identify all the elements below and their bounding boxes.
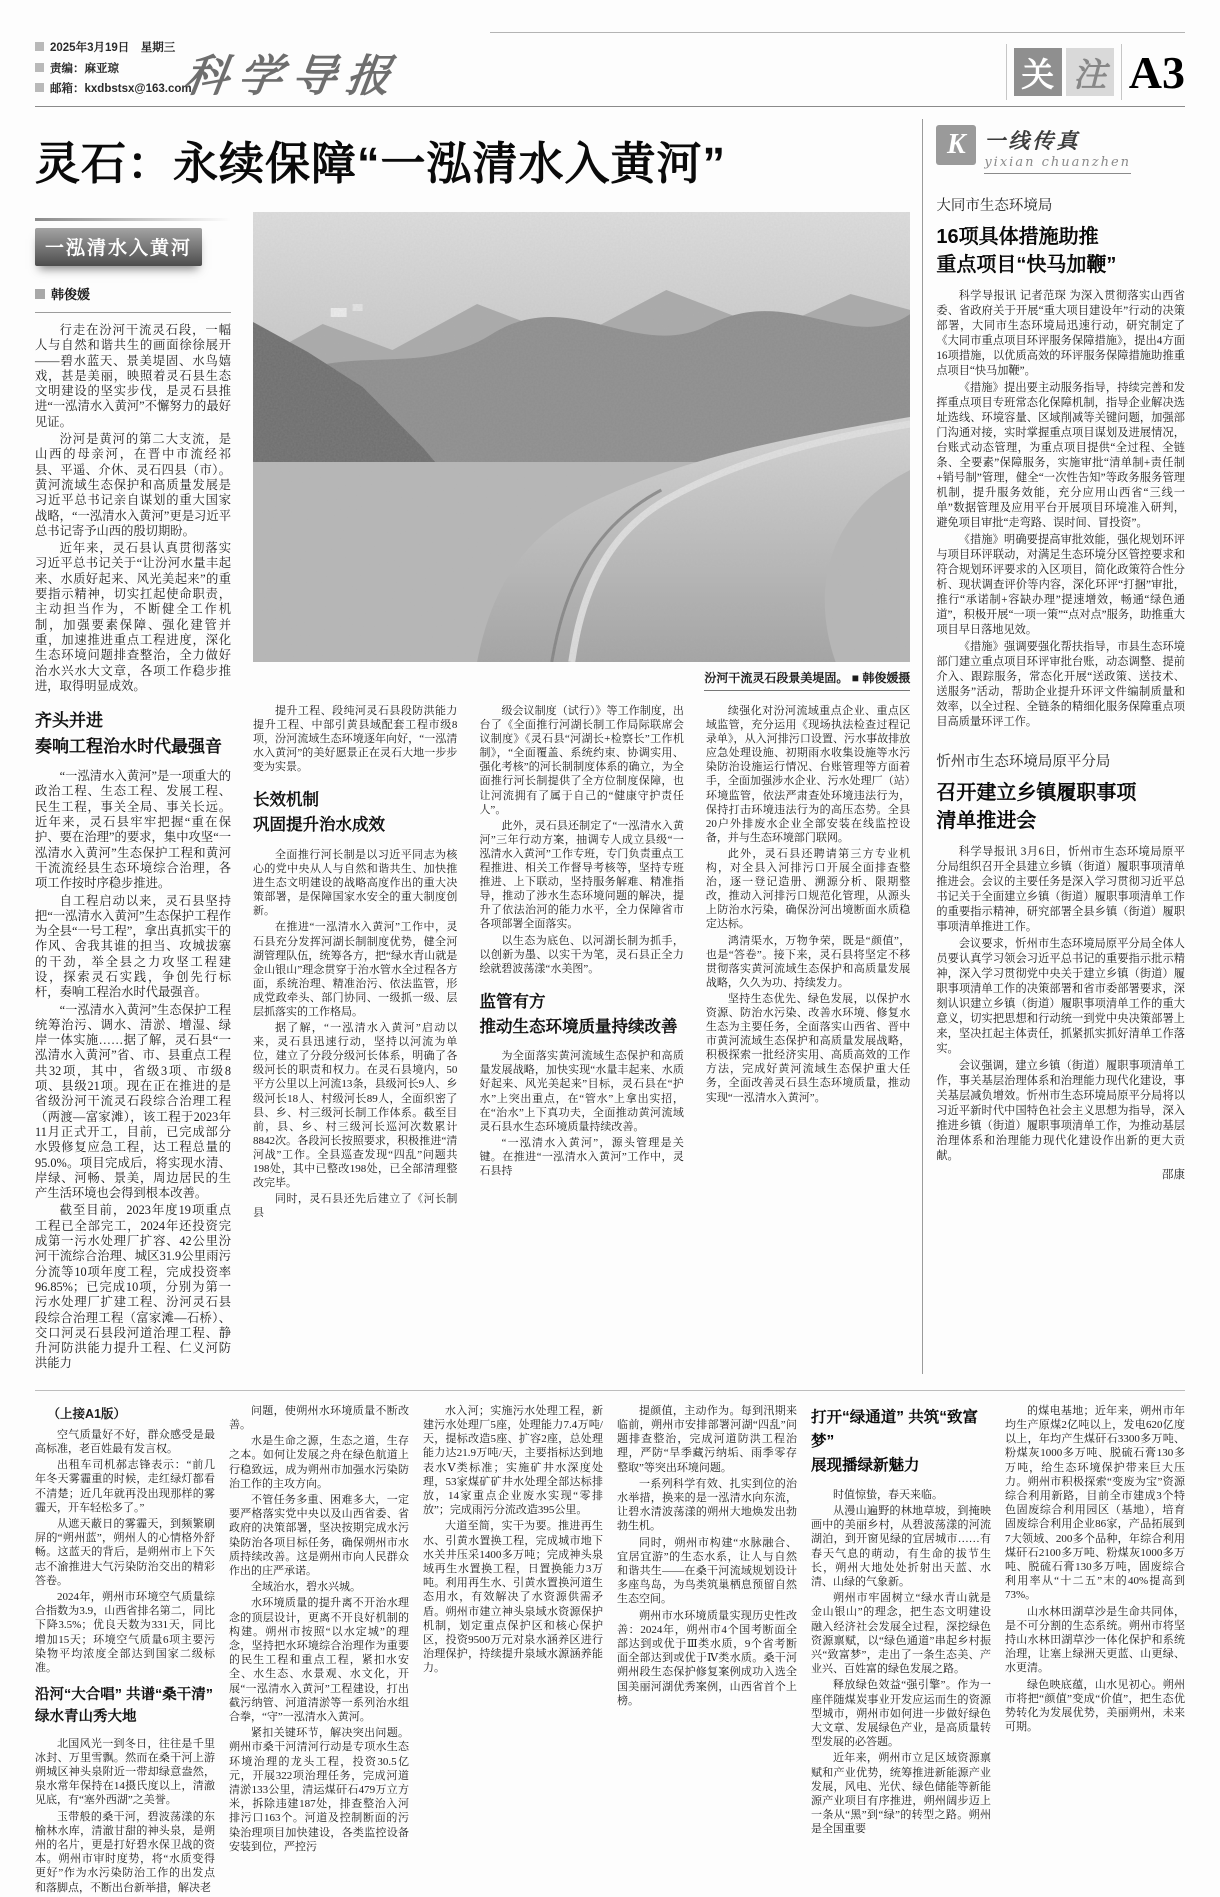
bottom-column-2 — [229, 1404, 409, 1897]
sidebar-brand — [936, 125, 1185, 174]
photo-caption — [253, 669, 910, 691]
paragraph: 全面推行河长制是以习近平同志为核心的党中央从人与自然和谐共生、加快推进生态文明建设的战略高度作出的重大决策部署，是保障国家水安全的重大制度创新。 — [253, 848, 458, 918]
email-text: 邮箱：kxdbstsx@163.com — [50, 83, 192, 96]
intro-paragraphs — [35, 323, 231, 1372]
article-headline: 16项具体措施助推 重点项目“快马加鞭” — [936, 226, 1117, 276]
series-badge: 一泓清水入黄河 — [35, 228, 202, 266]
paragraph: 山水林田湖草沙是生命共同体，是不可分割的生态系统。朔州市将坚持山水林田湖草沙一体化保护和系统治理，让塞上绿洲天更蓝、山更绿、水更清。 — [1005, 1605, 1185, 1675]
paragraph: 鸿清渠水，万物争荣，既是“颜值”，也是“答卷”。接下来，灵石县将坚定不移贯彻落实黄河流域生态保护和高质量发展战略，久久为功、持续发力。 — [705, 934, 911, 989]
paragraph: 同时，灵石县还先后建立了《河长制县 — [253, 1193, 458, 1220]
paragraph: 科学导报讯 3月6日，忻州市生态环境局原平分局组织召开全县建立乡镇（街道）履职事项清单推进会。会议的主要任务是深入学习贯彻习近平总书记关于全面建立乡镇（街道）履职事项清单工作的重要指示精神，研究部署全县乡镇（街道）履职事项清单推进工作。 — [936, 846, 1185, 933]
paragraph: 在推进“一泓清水入黄河”工作中，灵石县充分发挥河湖长制制度优势，健全河湖管理队伍，统筹各方，把“绿水青山就是金山银山”理念贯穿于治水管水全过程各方面，系统治理、精准治污、依法监管，形成党政牵头、部门协同、一级抓一级、层层抓落实的工作格局。 — [253, 921, 458, 1018]
article-kicker: 大同市生态环境局 — [936, 198, 1053, 214]
article-body — [936, 289, 1185, 730]
paragraph: 据了解，“一泓清水入黄河”启动以来，灵石县迅速行动，坚持以河流为单位，建立了分段分级河长体系，明确了各级河长的职责和权力。在灵石县境内，50平方公里以上河流13条，县级河长9人、乡级河长18人、村级河长89人，全面织密了县、乡、村三级河长制工作体系。截至目前，县、乡、村三级河长巡河次数累计8842次。各段河长按照要求，积极推进“清河战”工作。全县巡查发现“四乱”问题共198处，其中已整改198处，已全部清理整改完毕。 — [253, 1022, 458, 1190]
bullet-square-icon — [35, 63, 44, 72]
bottom-column-4 — [617, 1404, 797, 1897]
paragraph: 北国风光一到冬日，往往是千里冰封、万里雪飘。然而在桑干河上游朔城区神头泉附近一带却绿意盎然，泉水常年保持在14摄氏度以上，清澈见底，有“塞外西湖”之美誉。 — [35, 1737, 215, 1807]
photo-and-columns — [253, 212, 910, 1374]
paragraph: 近年来，灵石县认真贯彻落实习近平总书记关于“让汾河水量丰起来、水质好起来、风光美起来”的重要指示精神，切实扛起使命职责，主动担当作为，不断健全工作机制，加强要素保障、强化建管并重，加速推进重点工程进度，深化生态环境问题排查整治，全力做好治水兴水大文章，各项工作稳步推进，取得明显成效。 — [35, 541, 231, 693]
date-line — [35, 38, 192, 59]
paragraph: 从漫山遍野的林地草坡，到掩映画中的美丽乡村，从碧波荡漾的河流湖泊，到开窗见绿的宜居城市……有春天气息的萌动，有生命的拔节生长，朔州大地处处折射出天蓝、水清、山绿的气象新。 — [811, 1504, 991, 1588]
paragraph: 会议要求，忻州市生态环境局原平分局全体人员要认真学习领会习近平总书记的重要指示批示精神，深入学习贯彻党中央关于建立乡镇（街道）履职事项清单工作的决策部署和省市委部署要求，深刻认识建立乡镇（街道）履职事项清单工作的重大意义，切实把思想和行动统一到党中央决策部署上来，坚决扛起主体责任，抓紧抓实抓好清单工作落实。 — [936, 938, 1185, 1055]
divider — [1006, 44, 1007, 100]
byline — [35, 284, 231, 313]
email-line — [35, 79, 192, 100]
byline-author: 韩俊媛 — [51, 287, 91, 302]
bullet-square-icon — [35, 83, 44, 92]
paragraph: “一泓清水入黄河”，源头管理是关键。在推进“一泓清水入黄河”工作中，灵石县持 — [479, 1136, 684, 1178]
paragraph: 全域治水，碧水兴城。 — [251, 1581, 361, 1594]
paragraph: 自工程启动以来，灵石县坚持把“一泓清水入黄河”生态保护工程作为全县“一号工程”，拿出真抓实干的作风、舍我其谁的担当、攻城拔寨的干劲，举全县之力攻坚工程建设，探索灵石实践，争创先行标杆，奏响工程治水时代最强音。 — [35, 893, 231, 1000]
paragraph: 此外，灵石县还聘请第三方专业机构，对全县入河排污口开展全面排查整治，逐一登记造册、溯源分析、限期整改，推动入河排污口规范化管理，从源头上防治水污染，确保汾河出境断面水质稳定达标。 — [705, 847, 911, 931]
main-article — [35, 119, 910, 1374]
paragraph: 为全面落实黄河流域生态保护和高质量发展战略，加快实现“水量丰起来、水质好起来、风光美起来”目标，灵石县在“护水”上突出重点，在“管水”上拿出实招，在“治水”上下真功夫，全面推动黄河流域灵石县水生态环境质量持续改善。 — [479, 1050, 684, 1133]
brand-k-logo-icon: K — [936, 125, 976, 165]
sidebar-article-datong — [936, 194, 1185, 730]
bullet-square-icon — [35, 289, 45, 299]
paragraph: 《措施》强调要强化帮扶指导，市县生态环境部门建立重点项目环评审批台账，动态调整、提前介入、跟踪服务，常态化开展“送政策、送技术、送服务”活动，帮助企业提升环评文件编制质量和效率，以全过程、全链条的精细化服务保障重点项目高质量环评工作。 — [936, 641, 1185, 728]
paragraph: 不管任务多重、困难多大，一定要严格落实党中央以及山西省委、省政府的决策部署，坚决按期完成水污染防治各项目标任务，确保朔州市水质持续改善。这是朔州市向人民群众作出的庄严承诺。 — [229, 1493, 409, 1577]
continued-article-section — [35, 1390, 1185, 1897]
col-headline: 打开“绿通道” 共筑“致富梦” 展现播绿新魅力 — [811, 1408, 979, 1474]
paragraph: 提升工程、段纯河灵石县段防洪能力提升工程、中部引黄县域配套工程市级8项，汾河流域生态环境逐年向好，“一泓清水入黄河”的美好愿景正在灵石大地一步步变为实景。 — [253, 705, 458, 774]
page-header — [35, 26, 1185, 107]
paragraph: 出租车司机郝志锋表示：“前几年冬天雾霾重的时候，走红绿灯都看不清楚；近几年就再没出现那样的雾霾天，开车轻松多了。” — [35, 1459, 215, 1514]
paragraph: 水是生命之源，生态之道，生存之本。如何让发展之舟在绿色航道上行稳致远，成为朔州市加强水污染防治工作的主攻方向。 — [229, 1435, 409, 1490]
paragraph: 汾河是黄河的第二大支流，是山西的母亲河，在晋中市流经祁县、平遥、介休、灵石四县（市）。黄河流域生态保护和高质量发展是习近平总书记亲自谋划的重大国家战略，“一泓清水入黄河”更是习近平总书记寄予山西的殷切期盼。 — [35, 432, 231, 538]
paragraph: 紧扣关键环节，解决突出问题。朔州市桑干河清河行动是专项水生态环境治理的龙头工程，投资30.5亿元，开展322项治理任务，完成河道清淤133公里，清运煤矸石479万立方米，拆除违建187处，排查整治入河排污口163个。河道及控制断面的污染治理项目加快建设，各类监控设备安装到位，严控污 — [229, 1727, 409, 1853]
bottom-column-6 — [1005, 1404, 1185, 1897]
editor-line — [35, 59, 192, 80]
brand-pinyin: yixian chuanzhen — [984, 155, 1132, 170]
paragraph: 从遮天蔽日的雾霾天，到频繁刷屏的“朔州蓝”，朔州人的心情格外舒畅。这蓝天的背后，是朔州市上下矢志不渝推进大气污染防治交出的精彩答卷。 — [35, 1517, 215, 1587]
bottom-column-3 — [423, 1404, 603, 1897]
paragraph: “一泓清水入黄河”是一项重大的政治工程、生态工程、发展工程、民生工程，事关全局、事关长远。近年来，灵石县牢牢把握“重在保护、要在治理”的要求，集中攻坚“一泓清水入黄河”生态保护工程和黄河干流流经县生态环境综合治理，各项工作按时序稳步推进。 — [35, 769, 231, 891]
date-text: 2025年3月19日 星期三 — [50, 41, 176, 54]
paragraph: 空气质量好不好，群众感受是最高标准，老百姓最有发言权。 — [35, 1428, 215, 1455]
brand-title: 一线传真 — [984, 128, 1081, 153]
paragraph: 一系列科学有效、扎实到位的治水举措，换来的是一泓清水向东流，让碧水清波荡漾的朔州大地焕发出勃勃生机。 — [617, 1477, 797, 1533]
photo-credit: ■ 韩俊媛摄 — [851, 671, 911, 685]
content-row — [35, 119, 1185, 1374]
paragraph: 同时，朔州市构建“水脉融合、宜居宜游”的生态水系，让人与自然和谐共生——在桑干河流域规划设计多座鸟岛，为鸟类筑巢栖息预留自然生态空间。 — [617, 1536, 797, 1606]
divider — [1121, 44, 1122, 100]
bullet-square-icon — [35, 42, 44, 51]
section-char-block: 注 — [1066, 48, 1114, 96]
paragraph: 玉带般的桑干河，碧波荡漾的东榆林水库，清澈甘甜的神头泉，是朔州的名片，更是打好碧水保卫战的资本。朔州市审时度势，将“水质变得更好”作为水污染防治工作的出发点和落脚点，不断出台新举措，解决老 — [35, 1810, 215, 1894]
subhead: 齐头并进 奏响工程治水时代最强音 — [35, 711, 222, 756]
article-columns — [253, 704, 910, 1222]
paragraph: 的煤电基地；近年来，朔州市年均生产原煤2亿吨以上，发电620亿度以上，年均产生煤矸石3300多万吨、粉煤灰1000多万吨、脱硫石膏130多万吨，给生态环境保护带来巨大压力。朔州市积极探索“变废为宝”资源综合利用新路，目前全市建成3个特色固废综合利用园区（基地），培育固废综合利用企业86家，产品拓展到7大领域、200多个品种，年综合利用煤矸石2100多万吨、粉煤灰1000多万吨、脱硫石膏130多万吨，固废综合利用率从“十二五”末的40%提高到73%。 — [1005, 1404, 1185, 1602]
section-tag — [999, 44, 1185, 100]
paragraph: 科学导报讯 记者范琛 为深入贯彻落实山西省委、省政府关于开展“重大项目建设年”行动的决策部署，大同市生态环境局迅速行动，研究制定了《大同市重点项目环评服务保障措施》，提出4方面16项措施，以优质高效的环评服务保障措施助推重点项目“快马加鞭”。 — [936, 290, 1185, 377]
river-landscape-photo — [253, 212, 910, 662]
paragraph: 以生态为底色、以河湖长制为抓手，以创新为墨、以实干为笔，灵石县正全力绘就碧波荡漾“水美图”。 — [479, 934, 684, 975]
paragraph: 绿色映底蕴，山水见初心。朔州市将把“颜值”变成“价值”，把生态优势转化为发展优势，美丽朔州，未来可期。 — [1005, 1678, 1185, 1734]
article-body — [936, 845, 1185, 1182]
paragraph: 提颜值，主动作为。每到汛期来临前，朔州市安排部署河湖“四乱”问题排查整治，完成河道防洪工程治理，严防“旱季藏污纳垢、雨季零存整取”等突出环境问题。 — [617, 1404, 797, 1474]
badge-flourish — [35, 218, 231, 221]
paragraph: 水入河；实施污水处理工程，新建污水处理厂5座，处理能力7.4万吨/天，提标改造5座、扩容2座，总处理能力达21.9万吨/天，主要指标达到地表水Ⅴ类标准；实施矿井水深度处理，53家煤矿矿井水处理全部达标排放，14家重点企业废水实现“零排放”；完成雨污分流改造395公里。 — [423, 1404, 603, 1517]
sidebar-article-xinzhou — [936, 750, 1185, 1182]
article-headline: 召开建立乡镇履职事项 清单推进会 — [936, 782, 1137, 832]
article-column-2 — [479, 704, 683, 1222]
paragraph: 行走在汾河干流灵石段，一幅人与自然和谐共生的画面徐徐展开——碧水蓝天、景美堤固、水鸟嬉戏，甚是美丽，映照着灵石县生态文明建设的坚实步伐，是灵石县推进“一泓清水入黄河”不懈努力的最好见证。 — [35, 323, 231, 429]
publication-info — [35, 38, 192, 100]
paragraph: 会议强调，建立乡镇（街道）履职事项清单工作，事关基层治理体系和治理能力现代化建设，事关基层减负增效。忻州市生态环境局原平分局将以习近平新时代中国特色社会主义思想为指导，深入推进乡镇（街道）履职事项清单工作，为推动基层治理体系和治理能力现代化建设作出新的更大贡献。 — [936, 1060, 1185, 1162]
paragraph: 大道至简，实干为要。推进再生水、引黄水置换工程，完成城市地下水关井压采1400多万吨；完成神头泉域再生水置换工程，日置换能力3万吨。利用再生水、引黄水置换河道生态用水，有效解决了水资源供需矛盾。朔州市建立神头泉域水资源保护机制，划定重点保护区和核心保护区，投资9500万元对泉水涵养区进行治理保护，持续提升泉域水源涵养能力。 — [423, 1520, 603, 1675]
caption-text: 汾河干流灵石段景美堤固。 — [704, 671, 849, 685]
paragraph: 级会议制度（试行）》等工作制度，出台了《全面推行河湖长制工作局际联席会议制度》《灵石县“河湖长+检察长”工作机制》，“全面覆盖、系统约束、协调实用、强化考核”的河长制制度体系的确立，为全面推行河长制提供了全方位制度保障，也让河流拥有了属于自己的“健康守护责任人”。 — [479, 705, 684, 816]
page-number: A3 — [1128, 46, 1185, 98]
editor-text: 责编：麻亚琼 — [50, 62, 119, 75]
section-char-block: 关 — [1014, 48, 1062, 96]
bottom-column-1 — [35, 1404, 215, 1897]
intro-column — [35, 212, 231, 1374]
paragraph: 续强化对汾河流域重点企业、重点区域监管，充分运用《现场执法检查过程记录单》，从入河排污口设置、污水事故排放应急处理设施、初期雨水收集设施等水污染防治设施运行情况、台账管理等方面着手，全面加强涉水企业、污水处理厂（站）环境监管，依法严肃查处环境违法行为，保持打击环境违法行为的高压态势。全县20户外排废水企业全部安装在线监控设备，并与生态环境部门联网。 — [705, 705, 911, 844]
paragraph: 朔州市水环境质量实现历史性改善：2024年，朔州市4个国考断面全部达到或优于Ⅲ类水质，9个省考断面全部达到或优于Ⅳ类水质。桑干河朔州段生态保护修复案例成功入选全国美丽河湖优秀案例，山西省首个上榜。 — [617, 1609, 797, 1707]
paragraph: 此外，灵石县还制定了“一泓清水入黄河”三年行动方案，抽调专人成立县级“一泓清水入黄河”工作专班，专门负责重点工程推进、相关工作督导考核等，坚持专班推进、上下联动，坚持服务解难、精准指导，推动了涉水生态环境问题的解决，提升了依法治河的能力水平，全力保障省市各项部署全面落实。 — [479, 819, 684, 931]
header-top-rule — [490, 32, 1185, 33]
subhead: 长效机制 巩固提升治水成效 — [253, 791, 385, 835]
paragraph: 问题，使朔州水环境质量不断改善。 — [229, 1404, 409, 1431]
subhead: 监管有方 推动生态环境质量持续改善 — [479, 992, 678, 1036]
main-article-body — [35, 212, 910, 1374]
paragraph: 截至目前，2023年度19项重点工程已全部完工，2024年还投资完成第一污水处理厂扩容、42公里汾河干流综合治理、城区31.9公里雨污分流等10项年度工程，完成投资率96.85%；已完成10项，分别为第一污水处理厂扩建工程、汾河灵石县段综合治理工程（富家滩—石桥）、交口河灵石县段河道治理工程、静升河防洪能力提升工程、仁义河防洪能力 — [35, 1203, 231, 1371]
signature: 邵康 — [1162, 1169, 1185, 1181]
paragraph: “一泓清水入黄河”生态保护工程统筹治污、调水、清淤、增湿、绿岸一体实施……据了解，灵石县“一泓清水入黄河”省、市、县重点工程共32项，其中，省级3项、市级8项、县级21项。现在正在推进的是省级汾河干流灵石段综合治理工程（两渡—富家滩），该工程于2023年11月正式开工，目前，已完成部分水毁修复应急工程，达工程总量的95.0%。项目完成后，将实现水清、岸绿、河畅、景美，周边居民的生产生活环境也会得到根本改善。 — [35, 1002, 231, 1201]
main-headline: 灵石：永续保障“一泓清水入黄河” — [35, 138, 727, 189]
paragraph: 近年来，朔州市立足区域资源禀赋和产业优势，统筹推进新能源产业发展，风电、光伏、绿色储能等新能源产业项目有序推进，朔州阔步迈上一条从“黑”到“绿”的转型之路。朔州是全国重要 — [811, 1752, 991, 1836]
article-column-1 — [253, 704, 457, 1222]
subhead: 沿河“大合唱” 共谱“桑干清” 绿水青山秀大地 — [35, 1687, 214, 1725]
sidebar — [922, 119, 1185, 1374]
masthead-logo: 科学导报 — [180, 51, 404, 102]
paragraph: 水环境质量的提升离不开治水理念的顶层设计，更离不开良好机制的构建。朔州市按照“以水定城”的理念，坚持把水环境综合治理作为重要的民生工程和重点工程，紧扣水安全、水生态、水景观、水文化，开展“一泓清水入黄河”工程建设，打出截污纳管、河道清淤等一系列治水组合拳，“守”一泓清水入黄河。 — [229, 1597, 409, 1723]
article-kicker: 忻州市生态环境局原平分局 — [936, 754, 1111, 770]
paragraph: 释放绿色效益“强引擎”。作为一座伴随煤炭事业开发应运而生的资源型城市，朔州市如何进一步做好绿色大文章、发展绿色产业，是高质量转型发展的必答题。 — [811, 1679, 991, 1749]
bottom-column-5 — [811, 1404, 991, 1897]
paragraph: 2024年，朔州市环境空气质量综合指数为3.9，山西省排名第二，同比下降3.5%；优良天数为331天，同比增加15天；环境空气质量6项主要污染物平均浓度全部达到国家二级标准。 — [35, 1590, 215, 1674]
paragraph: 《措施》提出要主动服务指导，持续完善和发挥重点项目专班常态化保障机制，指导企业解决选址选线、环境容量、区域削减等关键问题，加强部门沟通对接，实时掌握重点项目谋划及进展情况，台账式动态管理，为重点项目提供“全过程、全链条、全要素”保障服务，实施审批“清单制+责任制+销号制”管理，健全“一次性告知”等政务服务管理机制，提升服务效能，充分应用山西省“三线一单”数据管理及应用平台开展项目环境准入研判，避免项目审批“走弯路、误时间、冒投资”。 — [936, 382, 1185, 529]
article-column-3 — [706, 704, 910, 1222]
paragraph: 时值惊蛰，春天来临。 — [833, 1488, 943, 1501]
paragraph: 朔州市牢固树立“绿水青山就是金山银山”的理念，把生态文明建设融入经济社会发展全过程，深挖绿色资源禀赋，以“绿色通道”串起乡村振兴“致富梦”，走出了一条生态美、产业兴、百姓富的绿色发展之路。 — [811, 1592, 991, 1676]
paragraph: 《措施》明确要提高审批效能，强化规划环评与项目环评联动，对满足生态环境分区管控要求和符合规划环评要求的入区项目，简化政策符合性分析、现状调查评价等内容，深化环评“打捆”审批，推行“承诺制+容缺办理”提速增效，畅通“绿色通道”，积极开展“一项一策”“点对点”服务，助推重大项目早日落地见效。 — [936, 534, 1185, 636]
paragraph: 坚持生态优先、绿色发展，以保护水资源、防治水污染、改善水环境、修复水生态为主要任务，全面落实山西省、晋中市黄河流域生态保护和高质量发展战略，积极探索一批经济实用、高质高效的工作方法，完成好黄河流域生态保护重大任务，全面改善灵石县生态环境质量，推动实现“一泓清水入黄河”。 — [705, 992, 911, 1104]
lead-label: （上接A1版） — [47, 1406, 126, 1421]
